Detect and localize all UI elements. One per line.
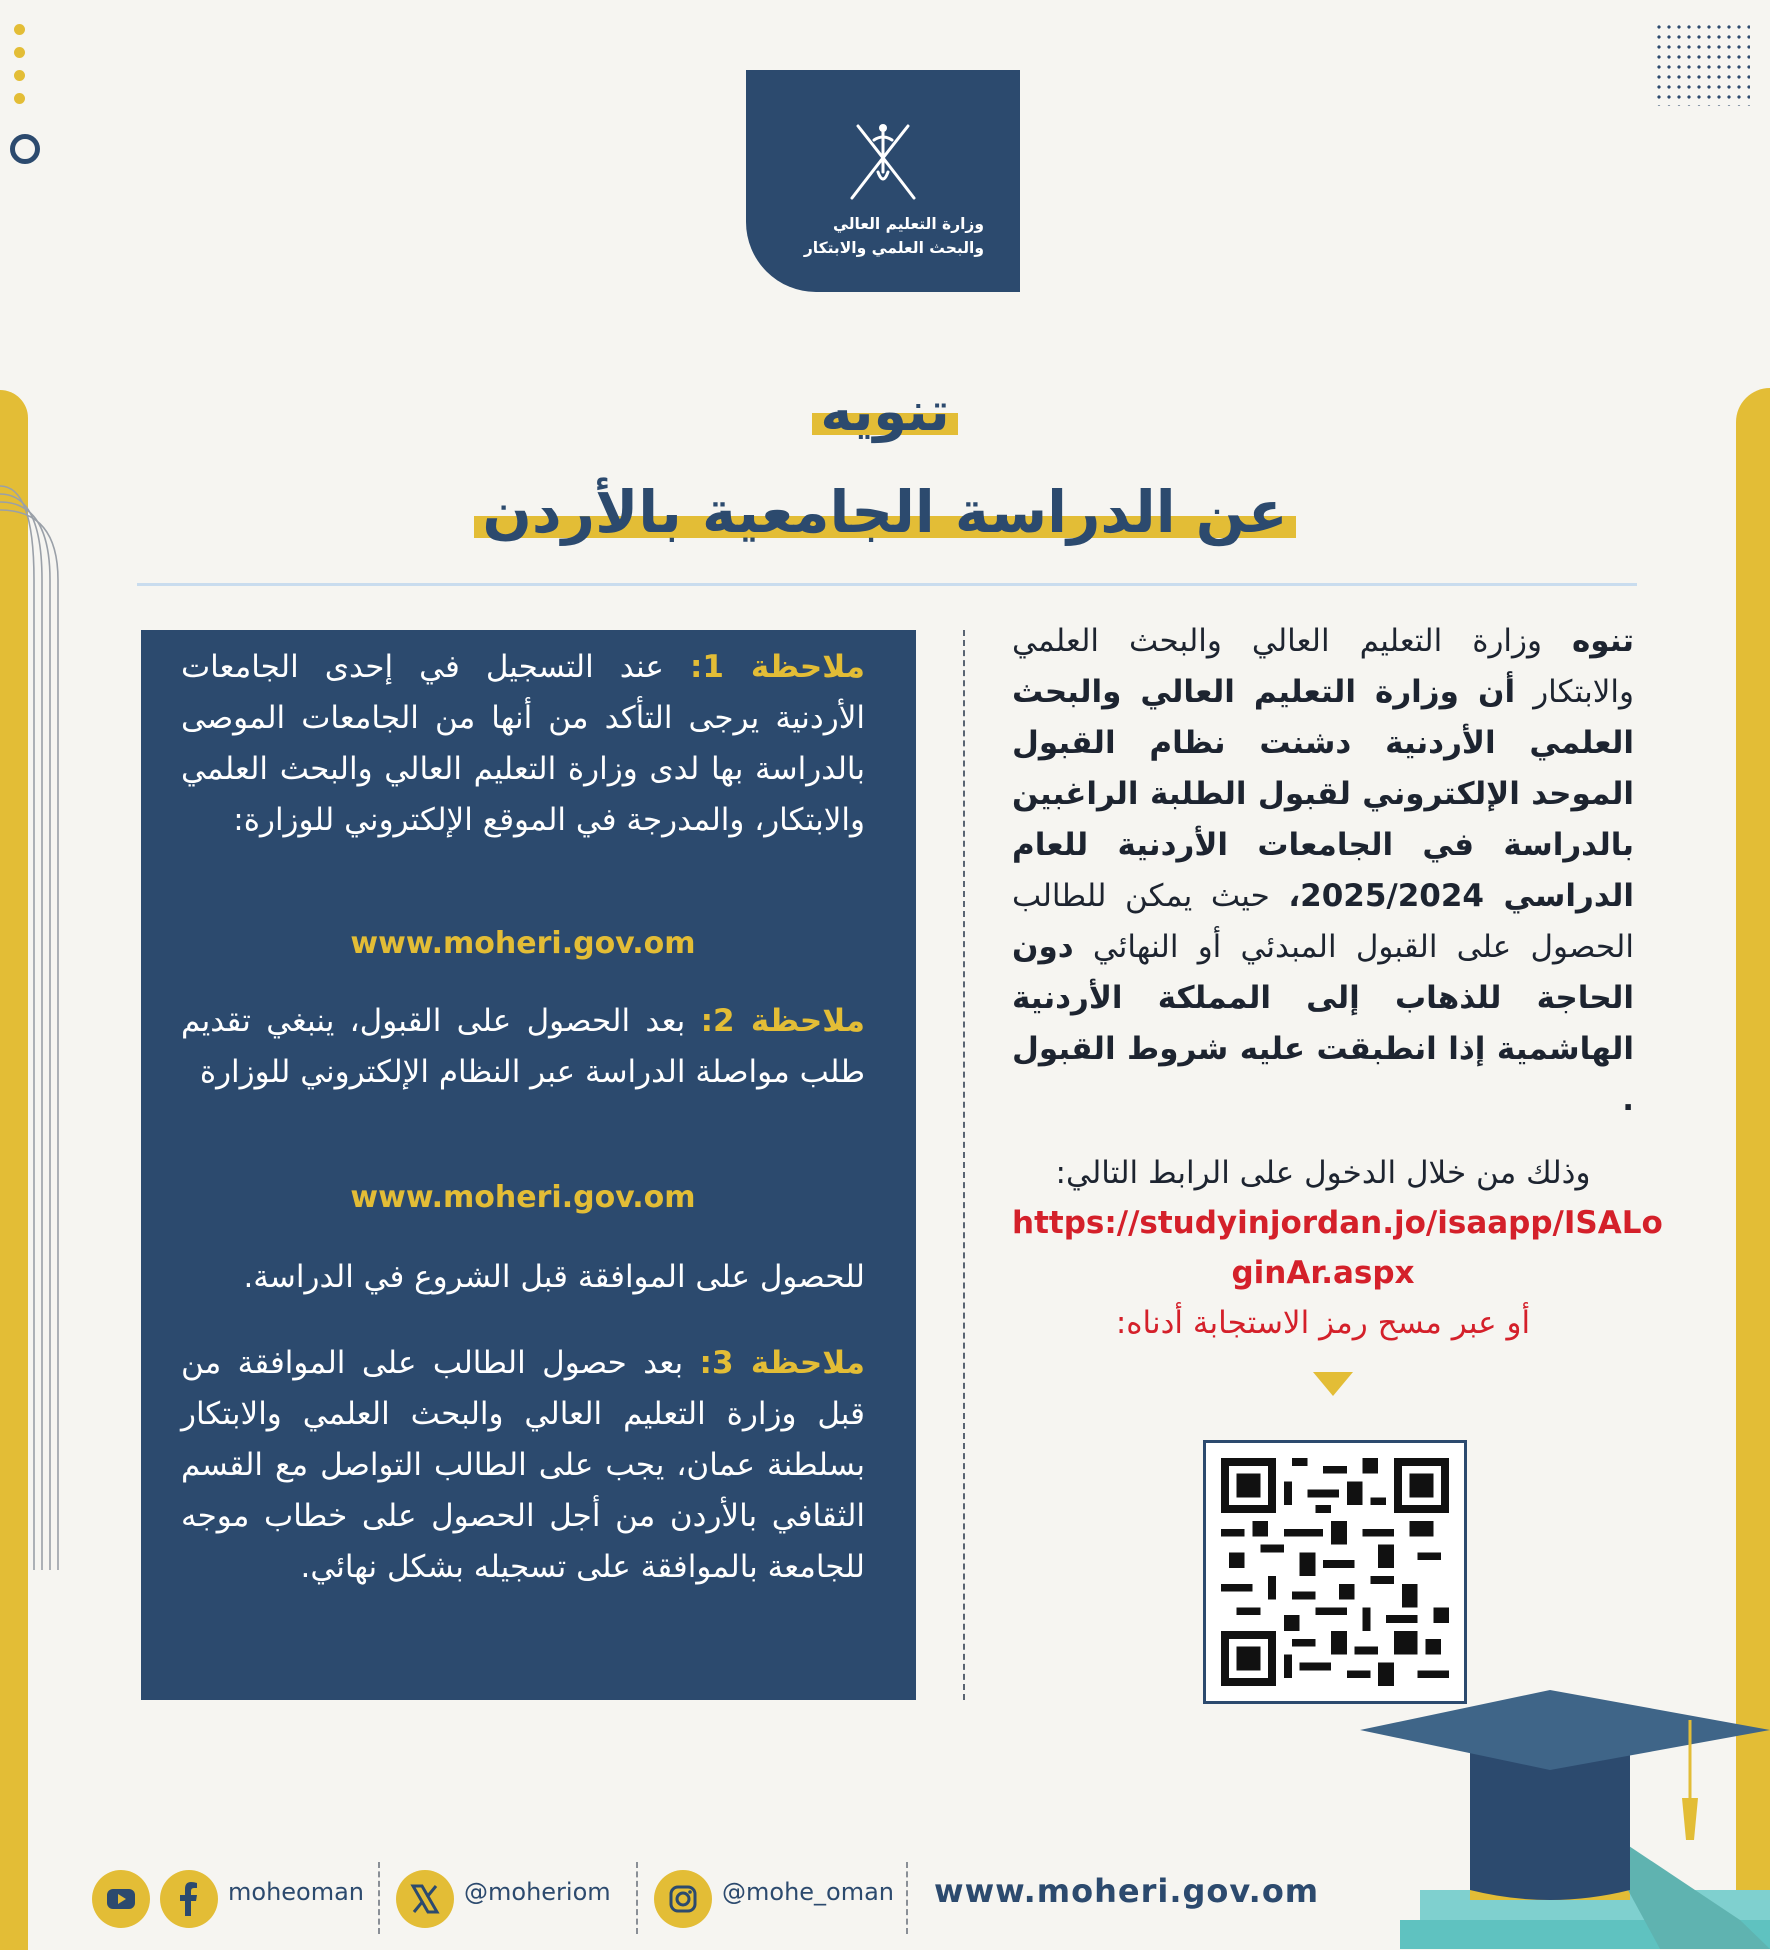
gold-dots-decoration (14, 24, 25, 116)
title-line2: عن الدراسة الجامعية بالأردن (474, 478, 1295, 546)
note-3-label: ملاحظة 3: (699, 1345, 865, 1381)
note-3-text: بعد حصول الطالب على الموافقة من قبل وزارة التعليم العالي والبحث العلمي والابتكار بسلطنة عمان، يجب على الطالب التواصل مع القسم الثقافي بالأردن من أجل الحصول على خطاب موجه للجامعة بالموافقة على تسجيله بشكل نهائي. (181, 1345, 865, 1585)
announcement-text (1012, 616, 1634, 1126)
note-1-label: ملاحظة 1: (689, 649, 865, 685)
link-intro: وذلك من خلال الدخول على الرابط التالي: (1055, 1155, 1591, 1191)
notes-box (141, 630, 916, 1700)
instagram-handle[interactable]: @mohe_oman (722, 1878, 895, 1906)
x-icon[interactable] (396, 1870, 454, 1928)
ministry-name (744, 212, 984, 260)
note-2 (181, 996, 865, 1098)
ministry-logo (746, 70, 1020, 292)
footer (0, 1840, 1360, 1940)
title-divider (137, 583, 1637, 586)
page-title (0, 380, 1770, 443)
page-subtitle (0, 478, 1770, 546)
registration-link-line2[interactable]: ginAr.aspx (1231, 1255, 1415, 1291)
footer-separator (636, 1862, 638, 1934)
announcement-p4: حيث يمكن للطالب الحصول على القبول المبدئي أو النهائي (1012, 878, 1634, 965)
announcement-p5: دون الحاجة للذهاب إلى المملكة الأردنية الهاشمية إذا انطبقت عليه شروط القبول . (1012, 929, 1634, 1118)
footer-separator (378, 1862, 380, 1934)
announcement-p2: وزارة التعليم العالي والبحث العلمي والابتكار (1012, 623, 1634, 710)
qr-code-icon (1221, 1458, 1449, 1686)
qr-intro: أو عبر مسح رمز الاستجابة أدناه: (1115, 1305, 1531, 1341)
chevron-down-icon (1313, 1372, 1353, 1396)
facebook-icon[interactable] (160, 1870, 218, 1928)
dot-grid-decoration (1654, 22, 1750, 106)
footer-website[interactable]: www.moheri.gov.om (934, 1872, 1320, 1910)
note-2-after: للحصول على الموافقة قبل الشروع في الدراسة. (243, 1259, 865, 1295)
ring-decoration (10, 134, 40, 164)
title-line1: تنويه (812, 380, 957, 443)
note-1-link[interactable]: www.moheri.gov.om (350, 926, 696, 961)
column-divider (963, 630, 965, 1700)
note-1-text: عند التسجيل في إحدى الجامعات الأردنية يرجى التأكد من أنها من الجامعات الموصى بالدراسة بها لدى وزارة التعليم العالي والبحث العلمي والابتكار، والمدرجة في الموقع الإلكتروني للوزارة: (181, 649, 865, 838)
graduation-cap-illustration (1360, 1690, 1770, 1949)
note-1 (181, 642, 865, 846)
youtube-facebook-handle[interactable]: moheoman (228, 1878, 365, 1906)
note-2-text: بعد الحصول على القبول، ينبغي تقديم طلب مواصلة الدراسة عبر النظام الإلكتروني للوزارة (181, 1003, 865, 1090)
decorative-arcs (0, 470, 70, 1570)
note-3 (181, 1338, 865, 1593)
instagram-icon[interactable] (654, 1870, 712, 1928)
ministry-name-line2: والبحث العلمي والابتكار (803, 239, 984, 257)
qr-code[interactable] (1203, 1440, 1467, 1704)
registration-link-line1[interactable]: https://studyinjordan.jo/isaapp/ISALo (1012, 1205, 1663, 1241)
note-2-label: ملاحظة 2: (700, 1003, 865, 1039)
ministry-name-line1: وزارة التعليم العالي (833, 215, 984, 233)
oman-emblem-icon (838, 114, 928, 204)
note-2-link[interactable]: www.moheri.gov.om (350, 1180, 696, 1215)
footer-separator (906, 1862, 908, 1934)
youtube-icon[interactable] (92, 1870, 150, 1928)
x-handle[interactable]: @moheriom (464, 1878, 611, 1906)
announcement-p1: تنوه (1571, 623, 1634, 659)
announcement-p3: أن وزارة التعليم العالي والبحث العلمي الأردنية دشنت نظام القبول الموحد الإلكتروني لقبول الطلبة الراغبين بالدراسة في الجامعات الأردنية للعام الدراسي 2025/2024، (1012, 674, 1634, 914)
